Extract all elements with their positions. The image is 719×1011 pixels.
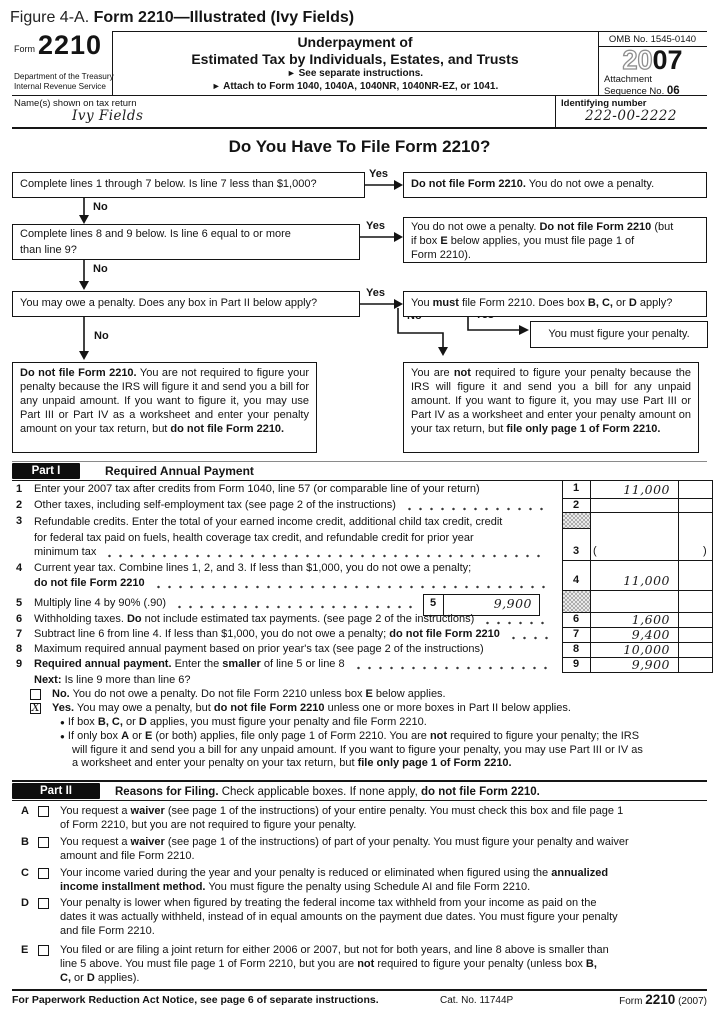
flowchart-answer-1: Do not file Form 2210. You do not owe a penalty. xyxy=(403,172,707,198)
arrow-right-icon: ► xyxy=(211,81,221,91)
line4-text-continued: do not file Form 2210 xyxy=(34,577,554,591)
yes-label: Yes xyxy=(369,168,388,180)
dotted-leader xyxy=(353,658,548,670)
line9-amount[interactable]: 9,900 xyxy=(631,657,670,672)
agency-name: Department of the Treasury Internal Revenue Service xyxy=(14,72,114,91)
table-line-number: 1 xyxy=(572,482,580,494)
line-number: 7 xyxy=(16,628,23,640)
table-line-number: 7 xyxy=(572,628,580,640)
line1-text: Enter your 2007 tax after credits from Form 1040, line 57 (or comparable line of your return) xyxy=(34,483,480,495)
tax-year-prefix: 20 xyxy=(622,45,653,75)
line6-amount[interactable]: 1,600 xyxy=(631,612,670,627)
paperwork-notice: For Paperwork Reduction Act Notice, see page 6 of separate instructions. xyxy=(12,994,379,1006)
line4-amount[interactable]: 11,000 xyxy=(623,573,670,588)
table-line-number: 5 xyxy=(429,597,437,609)
line4-text: Current year tax. Combine lines 1, 2, and 3. If less than $1,000, you do not owe a penalty; xyxy=(34,562,472,574)
line7-text: Subtract line 6 from line 4. If less than $1,000, you do not owe a penalty; do not file Form 2210 xyxy=(34,628,554,642)
sequence-number: Sequence No. 06 xyxy=(604,85,680,97)
flowchart-must-figure-penalty: You must figure your penalty. xyxy=(530,321,708,348)
line9-text: Required annual payment. Enter the smaller of line 5 or line 8 xyxy=(34,658,554,672)
name-value[interactable]: Ivy Fields xyxy=(72,108,144,124)
line-number: 5 xyxy=(16,597,23,609)
box-d-letter: D xyxy=(21,897,29,909)
check-mark-icon: X xyxy=(31,701,40,714)
identifying-number-label: Identifying number xyxy=(561,98,647,109)
table-line-number: 8 xyxy=(572,643,580,655)
part2-label: Part II xyxy=(12,783,100,799)
flowchart-question-1: Complete lines 1 through 7 below. Is line 7 less than $1,000? xyxy=(12,172,365,198)
box-e-checkbox[interactable] xyxy=(38,945,49,956)
no-label: No xyxy=(94,330,109,342)
yes-label: Yes xyxy=(366,220,385,232)
flowchart-answer-3: You must file Form 2210. Does box B, C, or D apply? xyxy=(403,291,707,317)
line5-text: Multiply line 4 by 90% (.90) xyxy=(34,597,419,611)
no-label: No xyxy=(93,263,108,275)
box-b-letter: B xyxy=(21,836,29,848)
line-number: 1 xyxy=(16,483,23,495)
box-e-text: You filed or are filing a joint return for either 2006 or 2007, but not for both years, and line 8 above is smaller than line 5 above. You must file page 1 of Form 2210, but you are not required to figure your penalty (unless box B, C, or D applies). xyxy=(60,944,609,984)
box-d-checkbox[interactable] xyxy=(38,898,49,909)
table-line-number: 4 xyxy=(572,574,580,586)
line3-text: Refundable credits. Enter the total of your earned income credit, additional child tax credit, credit for federal tax paid on fuels, health coverage tax credit, and refundable credit for prior year xyxy=(34,516,503,544)
table-line-number: 2 xyxy=(572,499,580,511)
box-a-text: You request a waiver (see page 1 of the instructions) of your entire penalty. You must check this box and file page 1 of Form 2210, but you are not required to figure your penalty. xyxy=(60,805,624,831)
attach-line: ► Attach to Form 1040, 1040A, 1040NR, 1040NR-EZ, or 1041. xyxy=(211,81,499,92)
catalog-number: Cat. No. 11744P xyxy=(440,995,514,1006)
line8-text: Maximum required annual payment based on prior year's tax (see page 2 of the instructions) xyxy=(34,643,484,655)
yes-label: Yes xyxy=(366,287,385,299)
tax-year xyxy=(598,47,707,73)
line6-text: Withholding taxes. Do not include estimated tax payments. (see page 2 of the instructions) xyxy=(34,613,554,627)
line-number: 6 xyxy=(16,613,23,625)
figure-caption-prefix: Figure 4-A. xyxy=(10,9,90,26)
dotted-leader xyxy=(153,577,548,589)
name-label: Name(s) shown on tax return xyxy=(14,98,137,109)
see-instructions-line: ► See separate instructions. xyxy=(286,68,424,79)
line3-text-continued: minimum tax xyxy=(34,546,554,560)
form-title-line2: Estimated Tax by Individuals, Estates, and Trusts xyxy=(191,51,519,67)
part1-label: Part I xyxy=(12,463,80,479)
flowchart-final-right: You are not required to figure your penalty because the IRS will figure it and send you a bill for any unpaid amount. If you want to figure it, you may use Part III or Part IV as a worksheet and enter your penalty amount on your tax return, but file only page 1 of Form 2210. xyxy=(403,362,699,453)
dotted-leader xyxy=(404,499,548,511)
box-c-text: Your income varied during the year and your penalty is reduced or eliminated when figured using the annualized income installment method. You must figure the penalty using Schedule AI and file Form 2210. xyxy=(60,867,609,893)
line2-text: Other taxes, including self-employment tax (see page 2 of the instructions) xyxy=(34,499,554,513)
line8-amount[interactable]: 10,000 xyxy=(623,642,670,657)
table-line-number: 3 xyxy=(572,545,580,557)
form-number: 2210 xyxy=(38,30,103,60)
bullet-icon: ● xyxy=(60,732,65,741)
flowchart-question-2: Complete lines 8 and 9 below. Is line 6 equal to or more than line 9? xyxy=(12,224,360,260)
yes-option-text: Yes. You may owe a penalty, but do not file Form 2210 unless one or more boxes in Part II below applies. xyxy=(52,702,571,714)
shaded-cell xyxy=(563,591,590,612)
no-option-text: No. You do not owe a penalty. Do not file Form 2210 unless box E below applies. xyxy=(52,688,446,700)
dotted-leader xyxy=(174,597,413,609)
box-c-letter: C xyxy=(21,867,29,879)
box-d-text: Your penalty is lower when figured by treating the federal income tax withheld from your income as paid on the dates it was actually withheld, instead of in equal amounts on the payment due dates. You must figure your penalty and file Form 2210. xyxy=(60,897,618,937)
figure-caption-title: Form 2210—Illustrated (Ivy Fields) xyxy=(93,9,355,26)
shaded-cell xyxy=(563,513,590,528)
no-checkbox[interactable] xyxy=(30,689,41,700)
tax-year-suffix: 07 xyxy=(652,45,683,75)
line-number: 2 xyxy=(16,499,23,511)
table-line-number: 6 xyxy=(572,613,580,625)
box-a-letter: A xyxy=(21,805,29,817)
dotted-leader xyxy=(508,628,548,640)
line7-amount[interactable]: 9,400 xyxy=(631,627,670,642)
line5-amount[interactable]: 9,900 xyxy=(493,596,532,611)
footer-form-id: Form 2210 (2007) xyxy=(619,992,707,1007)
dotted-leader xyxy=(104,546,548,558)
omb-number: OMB No. 1545-0140 xyxy=(608,34,697,45)
box-b-text: You request a waiver (see page 1 of the instructions) of part of your penalty. You must figure your penalty and waiver amount and file Form 2210. xyxy=(60,836,629,862)
bullet-item: ● If only box A or E (or both) applies, file only page 1 of Form 2210. You are not required to figure your penalty; the IRS will figure it and send you a bill for any unpaid amount. If you want to figure your penalty, you may use Part III or IV as a worksheet and enter your penalty on your tax return, but file only page 1 of Form 2210. xyxy=(60,730,643,769)
line3-open-paren: ( xyxy=(593,545,597,557)
bullet-icon: ● xyxy=(60,718,65,727)
attachment-label: Attachment xyxy=(604,74,653,85)
identifying-number-value[interactable]: 222-00-2222 xyxy=(585,108,677,124)
form-title-line1: Underpayment of xyxy=(297,34,413,50)
bullet-item: ● If box B, C, or D applies, you must figure your penalty and file Form 2210. xyxy=(60,716,427,728)
box-e-letter: E xyxy=(21,944,29,956)
part2-title: Reasons for Filing. Check applicable boxes. If none apply, do not file Form 2210. xyxy=(115,786,540,798)
next-question: Next: Is line 9 more than line 6? xyxy=(34,674,191,686)
part1-title: Required Annual Payment xyxy=(105,464,254,478)
flowchart-question-3: You may owe a penalty. Does any box in Part II below apply? xyxy=(12,291,360,317)
table-line-number: 9 xyxy=(572,658,580,670)
no-label: No xyxy=(93,201,108,213)
form-word: Form xyxy=(14,44,35,54)
flowchart-answer-2: You do not owe a penalty. Do not file Form 2210 (but if box E below applies, you must file page 1 of Form 2210). xyxy=(403,217,707,263)
line-number: 8 xyxy=(16,643,23,655)
line-number: 9 xyxy=(16,658,23,670)
box-a-checkbox[interactable] xyxy=(38,806,49,817)
box-b-checkbox[interactable] xyxy=(38,837,49,848)
box-c-checkbox[interactable] xyxy=(38,868,49,879)
flowchart-final-left: Do not file Form 2210. You are not required to figure your penalty because the IRS will figure it and send you a bill for any unpaid amount. If you want to figure it, you may use Part III or Part IV as a worksheet and enter your penalty amount on your tax return, but do not file Form 2210. xyxy=(12,362,317,453)
arrow-right-icon: ► xyxy=(286,68,296,78)
dotted-leader xyxy=(482,613,548,625)
line3-close-paren: ) xyxy=(703,545,707,557)
line-number: 4 xyxy=(16,562,23,574)
yes-checkbox[interactable] xyxy=(30,703,41,714)
flowchart-title: Do You Have To File Form 2210? xyxy=(228,137,491,156)
line1-amount[interactable]: 11,000 xyxy=(623,482,670,497)
figure-caption xyxy=(10,8,354,28)
line-number: 3 xyxy=(16,515,23,527)
